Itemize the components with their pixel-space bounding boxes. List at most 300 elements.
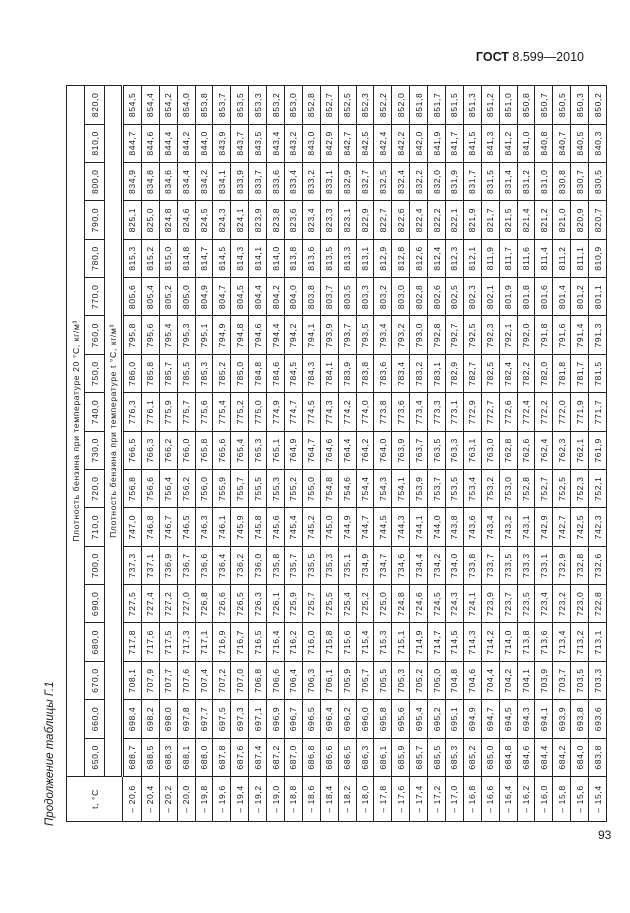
density-cell: 706,1 [320,661,338,699]
density-table [66,85,607,822]
density-cell: 771,7 [589,393,607,431]
density-cell: 775,7 [177,393,195,431]
density-cell: 726,5 [231,585,249,623]
density-cell: 793,0 [410,316,428,354]
density-cell: 830,7 [571,163,589,201]
density-cell: 824,1 [231,201,249,239]
density-cell: 803,7 [320,278,338,316]
density-cell: 703,3 [589,661,607,699]
density-cell: 693,9 [553,700,571,738]
density-cell: 685,7 [410,738,428,776]
density-cell: 734,7 [374,546,392,584]
density-cell: 745,0 [320,508,338,546]
density-cell: 802,1 [481,278,499,316]
density-cell: 842,4 [374,124,392,162]
density-cell: 696,2 [338,700,356,738]
density-cell: 698,4 [123,700,142,738]
density-cell: 736,7 [177,546,195,584]
density-cell: 743,4 [481,508,499,546]
density-cell: 717,3 [177,623,195,661]
table-row [392,86,410,822]
table-continuation-caption: Продолжение таблицы Г.1 [44,681,56,826]
density-cell: 793,2 [392,316,410,354]
density-cell: 801,2 [571,278,589,316]
density-cell: 687,6 [231,738,249,776]
density-cell: 726,8 [195,585,213,623]
density-cell: 805,6 [123,278,142,316]
density-cell: 688,3 [159,738,177,776]
density-cell: 695,4 [410,700,428,738]
density-cell: 834,6 [159,163,177,201]
density-cell: 840,3 [589,124,607,162]
density-cell: 824,8 [159,201,177,239]
density-cell: 824,3 [213,201,231,239]
table-row [374,86,392,822]
density-cell: 704,6 [463,661,481,699]
density-cell: 794,9 [213,316,231,354]
density-cell: 804,2 [267,278,285,316]
density-cell: 784,8 [249,354,267,392]
density-cell: 831,0 [535,163,553,201]
density-cell: 822,4 [410,201,428,239]
density-cell: 736,2 [231,546,249,584]
density-cell: 727,0 [177,585,195,623]
density-cell: 831,4 [499,163,517,201]
density-cell: 735,5 [302,546,320,584]
density-cell: 833,2 [302,163,320,201]
density-cell: 784,1 [320,354,338,392]
density-column-header: 760,0 [85,316,105,354]
density-cell: 694,7 [481,700,499,738]
density-cell: 713,4 [553,623,571,661]
density-cell: 832,2 [410,163,428,201]
density-cell: 802,3 [463,278,481,316]
density-cell: 821,7 [481,201,499,239]
density-cell: 792,0 [517,316,535,354]
density-column-header: 700,0 [85,546,105,584]
table-row [499,86,517,822]
density-cell: 834,9 [123,163,142,201]
density-cell: 831,9 [446,163,464,201]
density-cell: 703,7 [553,661,571,699]
density-cell: 844,4 [159,124,177,162]
density-cell: 761,9 [589,431,607,469]
density-cell: 707,7 [159,661,177,699]
density-cell: 811,9 [481,239,499,277]
density-column-header: 800,0 [85,163,105,201]
density-cell: 722,8 [589,585,607,623]
density-cell: 684,2 [553,738,571,776]
rotated-table-container [66,85,612,822]
density-cell: 736,4 [213,546,231,584]
density-cell: 714,0 [499,623,517,661]
density-cell: 714,5 [446,623,464,661]
density-cell: 704,1 [517,661,535,699]
density-cell: 841,9 [428,124,446,162]
density-cell: 773,3 [428,393,446,431]
density-cell: 803,3 [356,278,374,316]
density-cell: 725,9 [285,585,303,623]
density-cell: 765,3 [249,431,267,469]
temperature-cell: – 17,2 [428,777,446,822]
density-cell: 723,5 [517,585,535,623]
density-cell: 801,9 [499,278,517,316]
density-cell: 772,2 [535,393,553,431]
density-cell: 723,2 [553,585,571,623]
temperature-cell: – 18,2 [338,777,356,822]
density-cell: 793,7 [338,316,356,354]
density-cell: 727,5 [123,585,142,623]
density-cell: 713,1 [589,623,607,661]
density-cell: 775,2 [231,393,249,431]
density-cell: 851,8 [410,86,428,125]
density-cell: 715,4 [356,623,374,661]
density-cell: 814,3 [231,239,249,277]
density-cell: 852,3 [356,86,374,125]
density-cell: 840,7 [553,124,571,162]
density-cell: 840,8 [535,124,553,162]
density-cell: 752,7 [535,470,553,508]
density-cell: 782,4 [499,354,517,392]
density-cell: 844,2 [177,124,195,162]
density-cell: 783,1 [428,354,446,392]
density-cell: 752,1 [589,470,607,508]
density-cell: 774,2 [338,393,356,431]
density-cell: 825,1 [123,201,142,239]
density-cell: 754,6 [338,470,356,508]
density-cell: 723,4 [535,585,553,623]
density-cell: 764,9 [285,431,303,469]
density-cell: 812,9 [374,239,392,277]
density-cell: 684,0 [571,738,589,776]
density-cell: 832,0 [428,163,446,201]
density-cell: 742,5 [571,508,589,546]
temperature-cell: – 17,4 [410,777,428,822]
density-cell: 772,6 [499,393,517,431]
temperature-cell: – 19,0 [267,777,285,822]
density-cell: 716,4 [267,623,285,661]
density-cell: 734,2 [428,546,446,584]
density-cell: 843,2 [285,124,303,162]
density-cell: 802,6 [428,278,446,316]
density-cell: 726,6 [213,585,231,623]
density-cell: 703,5 [571,661,589,699]
density-cell: 744,3 [392,508,410,546]
density-cell: 794,8 [231,316,249,354]
density-cell: 804,7 [213,278,231,316]
density-cell: 850,8 [517,86,535,125]
density-cell: 831,5 [481,163,499,201]
density-cell: 851,5 [446,86,464,125]
table-row [141,86,159,822]
density-cell: 765,1 [267,431,285,469]
density-cell: 714,2 [481,623,499,661]
density-cell: 774,0 [356,393,374,431]
density-cell: 756,4 [159,470,177,508]
density-cell: 811,4 [535,239,553,277]
standard-number: 8.599—2010 [512,50,584,64]
density-cell: 854,4 [141,86,159,125]
density-cell: 766,2 [159,431,177,469]
density-cell: 793,9 [320,316,338,354]
density-cell: 693,8 [571,700,589,738]
temperature-cell: – 16,2 [517,777,535,822]
density-cell: 801,8 [517,278,535,316]
density-cell: 736,6 [195,546,213,584]
density-cell: 688,5 [141,738,159,776]
density-cell: 843,5 [249,124,267,162]
temperature-cell: – 17,0 [446,777,464,822]
density-cell: 705,2 [410,661,428,699]
density-cell: 762,6 [517,431,535,469]
density-cell: 714,3 [463,623,481,661]
table-row [285,86,303,822]
density-cell: 775,4 [213,393,231,431]
density-cell: 781,5 [589,354,607,392]
density-cell: 726,1 [267,585,285,623]
density-cell: 852,8 [302,86,320,125]
density-cell: 715,6 [338,623,356,661]
density-cell: 804,9 [195,278,213,316]
density-cell: 762,8 [499,431,517,469]
density-cell: 746,8 [141,508,159,546]
density-cell: 784,3 [302,354,320,392]
density-cell: 805,2 [159,278,177,316]
density-cell: 785,0 [231,354,249,392]
density-cell: 841,0 [517,124,535,162]
density-cell: 772,0 [553,393,571,431]
density-cell: 791,4 [571,316,589,354]
density-cell: 842,2 [392,124,410,162]
density-cell: 820,9 [571,201,589,239]
density-cell: 834,2 [195,163,213,201]
density-column-header: 780,0 [85,239,105,277]
density-cell: 791,6 [553,316,571,354]
density-cell: 841,2 [499,124,517,162]
density-cell: 744,0 [428,508,446,546]
density-cell: 820,7 [589,201,607,239]
density-cell: 704,4 [481,661,499,699]
density-cell: 833,6 [267,163,285,201]
density-cell: 781,7 [571,354,589,392]
density-cell: 696,5 [302,700,320,738]
density-cell: 714,9 [410,623,428,661]
density-cell: 783,8 [356,354,374,392]
density-cell: 743,1 [517,508,535,546]
density-cell: 685,9 [392,738,410,776]
density-cell: 745,8 [249,508,267,546]
density-cell: 815,3 [123,239,142,277]
density-cell: 746,5 [177,508,195,546]
density-cell: 803,8 [302,278,320,316]
density-cell: 685,5 [428,738,446,776]
density-cell: 705,5 [374,661,392,699]
density-cell: 825,0 [141,201,159,239]
density-cell: 745,6 [267,508,285,546]
density-cell: 822,9 [356,201,374,239]
density-cell: 766,3 [141,431,159,469]
density-cell: 688,0 [195,738,213,776]
density-cell: 772,7 [481,393,499,431]
density-cell: 785,3 [195,354,213,392]
density-cell: 688,1 [177,738,195,776]
density-cell: 763,9 [392,431,410,469]
density-cell: 850,2 [589,86,607,125]
density-cell: 814,1 [249,239,267,277]
density-cell: 824,5 [195,201,213,239]
density-cell: 821,2 [535,201,553,239]
density-cell: 734,6 [392,546,410,584]
density-cell: 713,2 [571,623,589,661]
density-cell: 737,3 [123,546,142,584]
density-cell: 795,8 [123,316,142,354]
density-cell: 695,2 [428,700,446,738]
density-cell: 723,9 [481,585,499,623]
density-column-header: 820,0 [85,86,105,125]
density-cell: 735,1 [338,546,356,584]
density-cell: 732,6 [589,546,607,584]
table-row [463,86,481,822]
density-cell: 832,5 [374,163,392,201]
density-cell: 734,4 [410,546,428,584]
density-cell: 843,7 [231,124,249,162]
density-cell: 841,3 [481,124,499,162]
density-column-header: 670,0 [85,661,105,699]
density-cell: 823,9 [249,201,267,239]
density-cell: 764,7 [302,431,320,469]
density-cell: 762,3 [553,431,571,469]
standard-label: ГОСТ [475,50,509,64]
density-cell: 698,2 [141,700,159,738]
density-column-header: 720,0 [85,470,105,508]
density-cell: 823,1 [338,201,356,239]
density-cell: 744,7 [356,508,374,546]
density-cell: 715,1 [392,623,410,661]
density-cell: 706,8 [249,661,267,699]
density-column-header: 790,0 [85,201,105,239]
density-cell: 851,2 [481,86,499,125]
temperature-cell: – 18,6 [302,777,320,822]
density-cell: 746,3 [195,508,213,546]
density-cell: 763,7 [410,431,428,469]
density-cell: 812,8 [392,239,410,277]
density-cell: 792,5 [463,316,481,354]
density-cell: 756,2 [177,470,195,508]
density-cell: 733,8 [463,546,481,584]
density-cell: 704,8 [446,661,464,699]
density-cell: 803,2 [374,278,392,316]
density-cell: 756,6 [141,470,159,508]
density-cell: 844,0 [195,124,213,162]
density-column-header: 660,0 [85,700,105,738]
density-cell: 725,7 [302,585,320,623]
density-cell: 822,6 [392,201,410,239]
density-cell: 707,0 [231,661,249,699]
density-cell: 694,5 [499,700,517,738]
density-cell: 853,2 [267,86,285,125]
density-cell: 851,3 [463,86,481,125]
density-cell: 724,1 [463,585,481,623]
density-cell: 716,7 [231,623,249,661]
document-header [476,50,584,64]
density-cell: 694,1 [535,700,553,738]
density-cell: 781,8 [553,354,571,392]
density-cell: 753,7 [428,470,446,508]
density-cell: 735,7 [285,546,303,584]
density-cell: 697,3 [231,700,249,738]
density-cell: 707,9 [141,661,159,699]
density-cell: 705,7 [356,661,374,699]
density-column-header: 770,0 [85,278,105,316]
table-row [231,86,249,822]
density-cell: 686,3 [356,738,374,776]
density-cell: 697,5 [213,700,231,738]
density-cell: 833,7 [249,163,267,201]
temperature-cell: – 20,4 [141,777,159,822]
density-cell: 822,1 [446,201,464,239]
density-cell: 753,5 [446,470,464,508]
density-cell: 706,4 [285,661,303,699]
density-cell: 801,1 [589,278,607,316]
density-cell: 841,5 [463,124,481,162]
density-cell: 854,5 [123,86,142,125]
density-cell: 733,5 [499,546,517,584]
density-cell: 752,5 [553,470,571,508]
density-cell: 831,7 [463,163,481,201]
density-cell: 698,0 [159,700,177,738]
density-cell: 708,1 [123,661,142,699]
temperature-cell: – 19,2 [249,777,267,822]
density-cell: 684,4 [535,738,553,776]
density-cell: 784,6 [267,354,285,392]
density-cell: 733,3 [517,546,535,584]
density-cell: 713,8 [517,623,535,661]
density-cell: 772,4 [517,393,535,431]
density-cell: 851,0 [499,86,517,125]
temperature-cell: – 17,8 [374,777,392,822]
density-cell: 775,0 [249,393,267,431]
density-cell: 766,5 [123,431,142,469]
density-cell: 773,4 [410,393,428,431]
density-cell: 684,6 [517,738,535,776]
density-cell: 814,0 [267,239,285,277]
density-cell: 811,1 [571,239,589,277]
density-cell: 764,6 [320,431,338,469]
table-row [249,86,267,822]
table-row [213,86,231,822]
density-cell: 745,2 [302,508,320,546]
density-cell: 850,5 [553,86,571,125]
density-cell: 707,6 [177,661,195,699]
density-cell: 696,9 [267,700,285,738]
density-cell: 723,0 [571,585,589,623]
temperature-cell: – 16,6 [481,777,499,822]
density-cell: 763,0 [481,431,499,469]
density-cell: 795,1 [195,316,213,354]
table-subtitle: Плотность бензина при температуре t °С, кг/м³ [105,86,123,777]
density-cell: 743,2 [499,508,517,546]
density-cell: 735,8 [267,546,285,584]
density-cell: 832,7 [356,163,374,201]
density-cell: 774,9 [267,393,285,431]
table-row [338,86,356,822]
density-cell: 813,8 [285,239,303,277]
density-cell: 707,4 [195,661,213,699]
density-cell: 706,3 [302,661,320,699]
density-cell: 746,1 [213,508,231,546]
density-column-header: 650,0 [85,738,105,776]
density-cell: 773,1 [446,393,464,431]
